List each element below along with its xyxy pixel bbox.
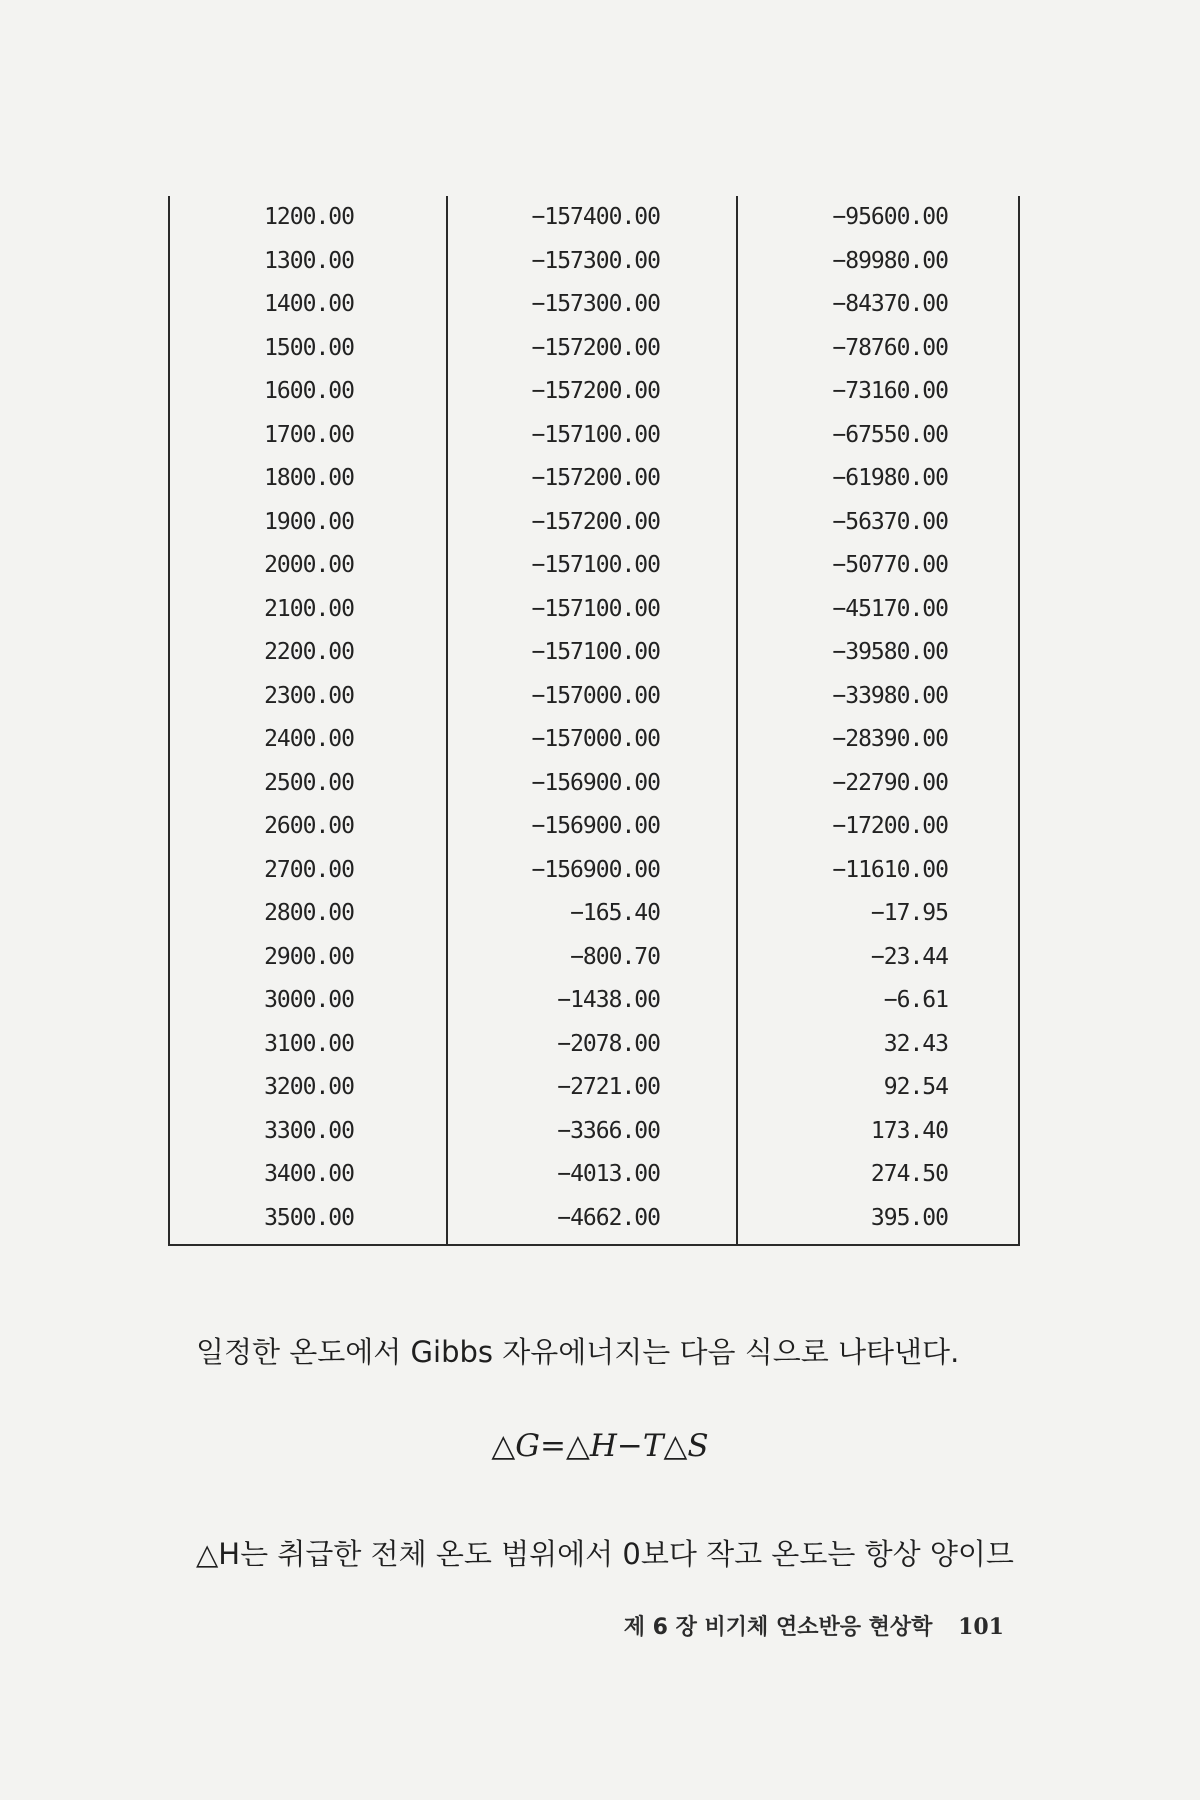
table-cell: 3500.00 bbox=[264, 1204, 354, 1231]
table-cell: −17.95 bbox=[870, 900, 948, 926]
table-cell: −156900.00 bbox=[531, 769, 660, 796]
table-cell: −67550.00 bbox=[832, 421, 948, 448]
table-row bbox=[170, 414, 1018, 458]
table-cell: −157100.00 bbox=[531, 421, 660, 448]
table-cell: −61980.00 bbox=[832, 465, 948, 491]
table-cell: −157100.00 bbox=[531, 595, 660, 622]
table-cell: 173.40 bbox=[870, 1117, 948, 1144]
table-cell: 2300.00 bbox=[264, 682, 354, 709]
table-cell: −157300.00 bbox=[531, 247, 660, 274]
table-row bbox=[170, 1110, 1018, 1154]
table-cell: 2800.00 bbox=[264, 900, 354, 926]
table-cell: −157300.00 bbox=[531, 291, 660, 317]
table-row bbox=[170, 457, 1018, 501]
table-cell: 2900.00 bbox=[264, 943, 354, 970]
table-cell: −4662.00 bbox=[557, 1204, 660, 1231]
table-cell: 3100.00 bbox=[264, 1030, 354, 1057]
table-cell: −45170.00 bbox=[832, 595, 948, 622]
table-row bbox=[170, 588, 1018, 632]
table-cell: −157100.00 bbox=[531, 552, 660, 578]
table-cell: 1300.00 bbox=[264, 247, 354, 274]
table-row bbox=[170, 718, 1018, 762]
table-row bbox=[170, 936, 1018, 980]
table-row bbox=[170, 1023, 1018, 1067]
table-cell: 1400.00 bbox=[264, 291, 354, 317]
table-cell: 3300.00 bbox=[264, 1117, 354, 1144]
table-cell: −22790.00 bbox=[832, 769, 948, 796]
table-cell: −95600.00 bbox=[832, 204, 948, 230]
table-cell: −73160.00 bbox=[832, 378, 948, 404]
table-row bbox=[170, 762, 1018, 806]
table-cell: −157000.00 bbox=[531, 682, 660, 709]
table-cell: −23.44 bbox=[870, 943, 948, 970]
table-cell: 2100.00 bbox=[264, 595, 354, 622]
table-row bbox=[170, 370, 1018, 414]
page-number: 101 bbox=[958, 1614, 1004, 1640]
table-cell: 3400.00 bbox=[264, 1161, 354, 1187]
data-table bbox=[168, 196, 1020, 1246]
chapter-title: 제 6 장 비기체 연소반응 현상학 bbox=[623, 1615, 933, 1640]
table-row bbox=[170, 979, 1018, 1023]
table-cell: −2078.00 bbox=[557, 1030, 660, 1057]
table-cell: 92.54 bbox=[883, 1074, 948, 1100]
table-cell: −156900.00 bbox=[531, 813, 660, 839]
table-cell: 1600.00 bbox=[264, 378, 354, 404]
table-row bbox=[170, 1066, 1018, 1110]
table-cell: 1200.00 bbox=[264, 204, 354, 230]
table-cell: −157200.00 bbox=[531, 378, 660, 404]
table-cell: 1900.00 bbox=[264, 508, 354, 535]
table-cell: −157400.00 bbox=[531, 204, 660, 230]
table-cell: −56370.00 bbox=[832, 508, 948, 535]
paragraph-delta-h: △H는 취급한 전체 온도 범위에서 0보다 작고 온도는 항상 양이므 bbox=[196, 1537, 1014, 1571]
page-footer bbox=[624, 1610, 1004, 1641]
table-cell: −84370.00 bbox=[832, 291, 948, 317]
table-row bbox=[170, 849, 1018, 893]
table-cell: −39580.00 bbox=[832, 639, 948, 665]
table-cell: 274.50 bbox=[870, 1161, 948, 1187]
table-cell: −157200.00 bbox=[531, 508, 660, 535]
table-cell: −33980.00 bbox=[832, 682, 948, 709]
table-cell: 2500.00 bbox=[264, 769, 354, 796]
table-cell: −157200.00 bbox=[531, 465, 660, 491]
table-cell: 1700.00 bbox=[264, 421, 354, 448]
table-row bbox=[170, 196, 1018, 240]
table-row bbox=[170, 631, 1018, 675]
table-cell: −157000.00 bbox=[531, 726, 660, 752]
table-cell: −11610.00 bbox=[832, 856, 948, 883]
paragraph-gibbs-intro: 일정한 온도에서 Gibbs 자유에너지는 다음 식으로 나타낸다. bbox=[196, 1335, 960, 1369]
table-cell: 3200.00 bbox=[264, 1074, 354, 1100]
table-cell: −6.61 bbox=[883, 987, 948, 1013]
table-cell: 2000.00 bbox=[264, 552, 354, 578]
table-cell: −4013.00 bbox=[557, 1161, 660, 1187]
table-row bbox=[170, 1197, 1018, 1241]
table-row bbox=[170, 283, 1018, 327]
table-row bbox=[170, 240, 1018, 284]
table-cell: 2400.00 bbox=[264, 726, 354, 752]
table-cell: −165.40 bbox=[570, 900, 660, 926]
table-row bbox=[170, 675, 1018, 719]
table-cell: 1500.00 bbox=[264, 334, 354, 361]
table-row bbox=[170, 544, 1018, 588]
table-cell: −1438.00 bbox=[557, 987, 660, 1013]
table-cell: −800.70 bbox=[570, 943, 660, 970]
gibbs-equation: △G=△H−T△S bbox=[491, 1428, 709, 1464]
table-row bbox=[170, 501, 1018, 545]
table-row bbox=[170, 1153, 1018, 1197]
table-cell: 1800.00 bbox=[264, 465, 354, 491]
table-cell: −157100.00 bbox=[531, 639, 660, 665]
table-cell: 395.00 bbox=[870, 1204, 948, 1231]
table-cell: −2721.00 bbox=[557, 1074, 660, 1100]
table-row bbox=[170, 327, 1018, 371]
table-cell: 2200.00 bbox=[264, 639, 354, 665]
table-cell: −89980.00 bbox=[832, 247, 948, 274]
table-cell: 2700.00 bbox=[264, 856, 354, 883]
table-cell: −3366.00 bbox=[557, 1117, 660, 1144]
table-cell: 3000.00 bbox=[264, 987, 354, 1013]
table-row bbox=[170, 892, 1018, 936]
table-cell: 2600.00 bbox=[264, 813, 354, 839]
table-cell: −50770.00 bbox=[832, 552, 948, 578]
table-cell: −156900.00 bbox=[531, 856, 660, 883]
table-cell: −78760.00 bbox=[832, 334, 948, 361]
table-row bbox=[170, 805, 1018, 849]
table-cell: −28390.00 bbox=[832, 726, 948, 752]
table-cell: 32.43 bbox=[883, 1030, 948, 1057]
table-cell: −17200.00 bbox=[832, 813, 948, 839]
table-cell: −157200.00 bbox=[531, 334, 660, 361]
